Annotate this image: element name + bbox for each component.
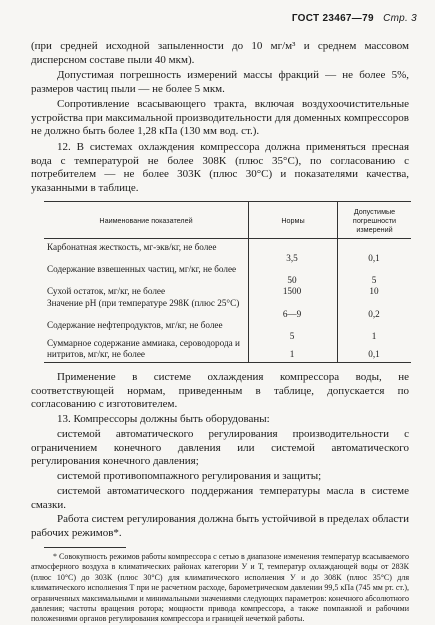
row-norm: 3,5 xyxy=(286,253,298,263)
water-quality-table xyxy=(44,201,411,363)
row-tolerance: 0,2 xyxy=(368,309,380,319)
paragraph-control-stability: Работа систем регулирования должна быть устойчивой в пределах области рабочих режимов*. xyxy=(31,513,409,539)
row-indicator: Значение pH (при температуре 298К (плюс 25°С) xyxy=(47,298,240,308)
row-indicator: Содержание нефтепродуктов, мг/кг, не более xyxy=(47,320,223,330)
paragraph-equipment: 13. Компрессоры должны быть оборудованы: xyxy=(57,413,270,425)
page-number: Стр. 3 xyxy=(383,13,417,24)
row-tolerance: 0,1 xyxy=(368,253,380,263)
footnote: * Совокупность режимов работы компрессора с сетью в диапазоне изменения температур всасываемого атмосферного воздуха в климатических районах категории У и Т, температур охлаждающей воды от 283К (плюс 10°С) до 303К (плюс 30°С) для климатического исполнения У и до 308К (плюс 35°С) для климатического исполнения Т при не расчетном расходе, барометрическом давлении 99,5 кПа (745 мм рт. ст.), ограниченных максимальными и минимальными значениями следующих параметров: конечного абсолютного давления; частоты вращения ротора; мощности привода компрессора, а также помпажной и рабочими положениями органов регулирования компрессора и границей нечеткой работы. xyxy=(31,552,409,624)
paragraph-table-deviation: Применение в системе охлаждения компрессора воды, не соответствующей нормам, приведенным в таблице, допускается по согласованию с изготовителем. xyxy=(31,371,409,411)
row-indicator: Сухой остаток, мг/кг, не более xyxy=(47,286,166,296)
header-indicator-name: Наименование показателей xyxy=(99,215,193,225)
paragraph-intake-resistance: Сопротивление всасывающего тракта, включая воздухоочистительные устройства при максимальной производительности для доменных компрессоров не должно быть более 1,28 кПа (130 мм вод. ст.). xyxy=(31,98,409,138)
row-tolerance: 5 xyxy=(371,275,377,285)
row-tolerance: 1 xyxy=(371,331,377,341)
page-header xyxy=(292,13,417,24)
row-norm: 1 xyxy=(289,349,295,359)
row-indicator: Содержание взвешенных частиц, мг/кг, не более xyxy=(47,264,237,274)
header-norms: Нормы xyxy=(281,215,305,225)
row-norm: 1500 xyxy=(282,286,302,296)
header-tolerances: Допустимые погрешности измерений xyxy=(352,206,397,234)
row-indicator: Карбонатная жесткость, мг-экв/кг, не более xyxy=(47,242,217,252)
row-indicator: Суммарное содержание аммиака, сероводорода и нитритов, мг/кг, не более xyxy=(47,338,240,359)
paragraph-surge-control: системой противопомпажного регулирования и защиты; xyxy=(57,470,322,482)
paragraph-measurement-error: Допустимая погрешность измерений массы фракций — не более 5%, размеров частиц пыли — не более 5 мкм. xyxy=(31,69,409,95)
row-norm: 6—9 xyxy=(282,309,302,319)
row-norm: 5 xyxy=(289,331,295,341)
paragraph-oil-temperature: системой автоматического поддержания температуры масла в системе смазки. xyxy=(31,485,409,511)
table-header xyxy=(44,202,411,239)
paragraph-dust-composition: (при средней исходной запыленности до 10 мг/м³ и среднем массовом дисперсном составе пыли 40 мкм). xyxy=(31,40,409,66)
row-tolerance: 10 xyxy=(369,286,379,296)
paragraph-cooling-water: 12. В системах охлаждения компрессора должна применяться пресная вода с температурой не более 308К (плюс 35°С), по согласованию с потребителем — не более 303К (плюс 30°С) и показателями качества, указанными в таблице. xyxy=(31,141,409,194)
row-norm: 50 xyxy=(287,275,297,285)
standard-number: ГОСТ 23467—79 xyxy=(291,13,374,24)
paragraph-capacity-control: системой автоматического регулирования производительности с ограничением конечного давления или системой автоматического регулирования конечного давления; xyxy=(31,428,409,468)
footnote-rule xyxy=(44,547,126,548)
row-tolerance: 0,1 xyxy=(368,349,380,359)
